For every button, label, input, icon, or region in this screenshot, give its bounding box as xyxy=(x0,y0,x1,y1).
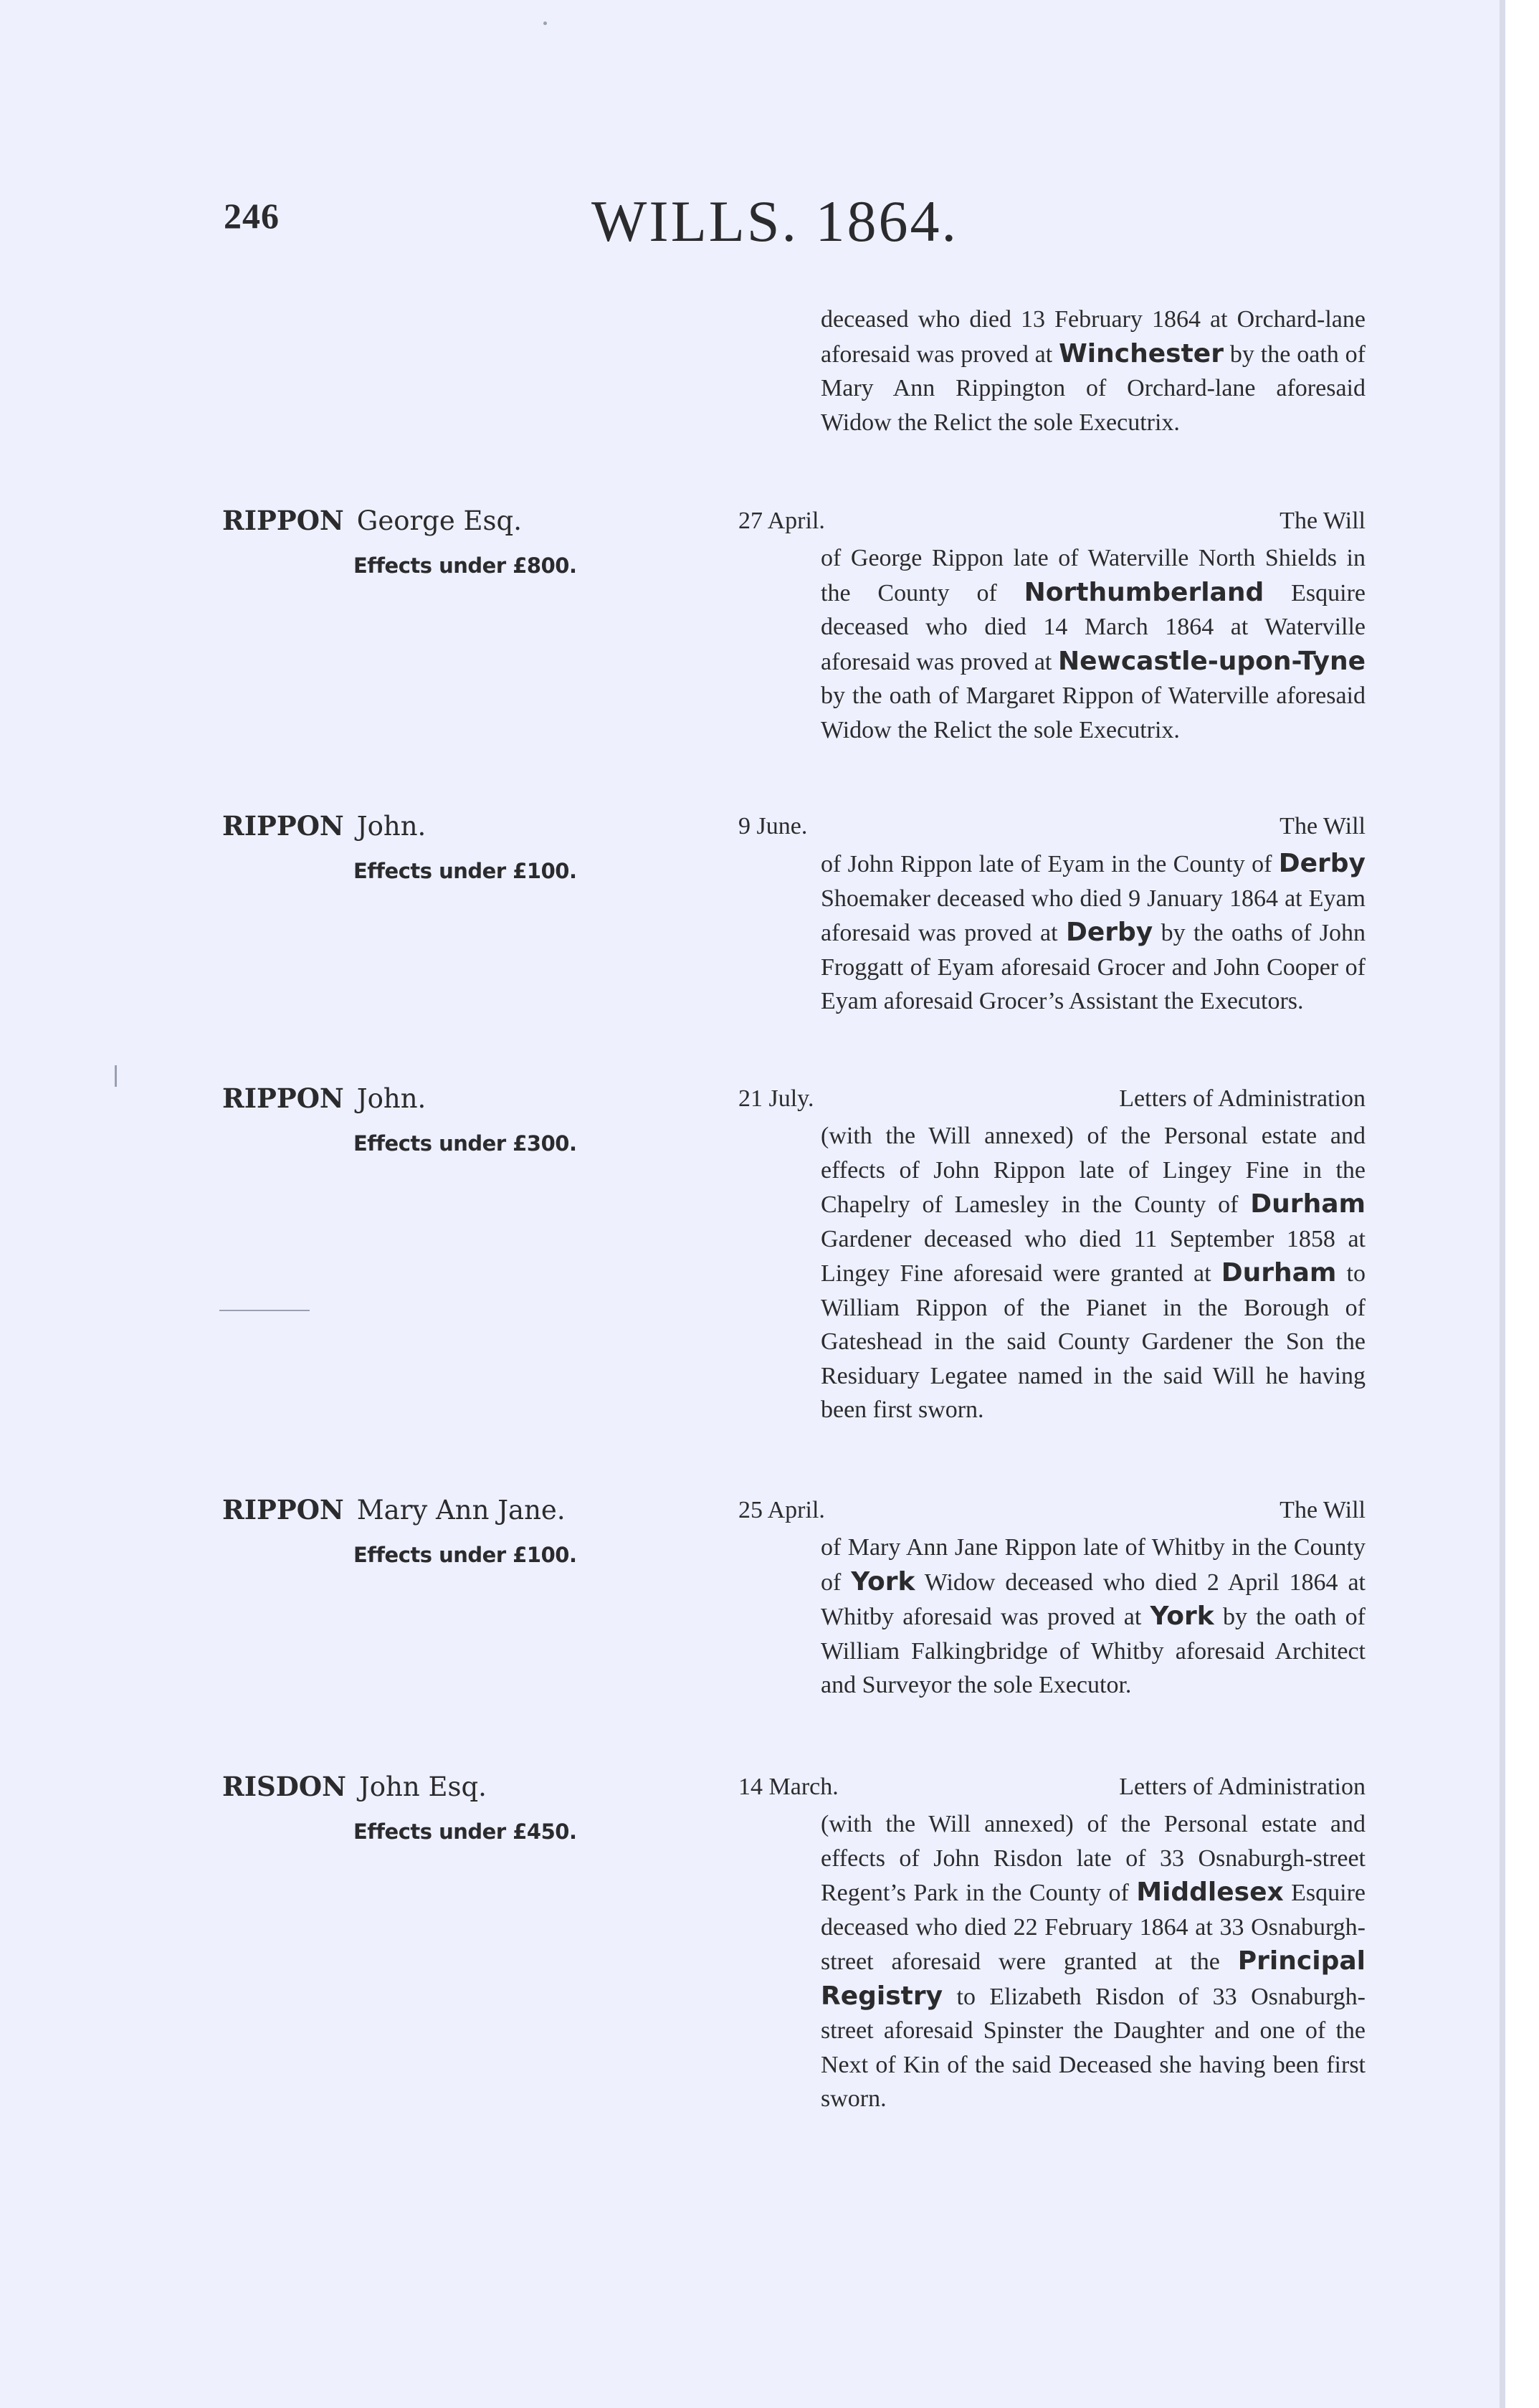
grant-type: Letters of Administration xyxy=(1119,1774,1366,1800)
grant-date: 9 June. xyxy=(738,813,808,839)
entry-text: of John Rippon late of Eyam in the County of Derby Shoemaker deceased who died 9 January 1864 at Eyam aforesaid was proved at Derby by the oaths of John Froggatt of Eyam aforesaid Grocer and John Cooper of Eyam aforesaid Grocer’s Assistant the Executors. xyxy=(821,849,1366,1014)
testator-given-name: John Esq. xyxy=(358,1771,487,1802)
testator-name xyxy=(222,505,522,536)
grant-date: 21 July. xyxy=(738,1085,814,1112)
grant-date: 25 April. xyxy=(738,1497,825,1523)
scan-mark xyxy=(115,1065,117,1087)
grant-type: Letters of Administration xyxy=(1119,1085,1366,1112)
effects-value: Effects under £450. xyxy=(353,1819,577,1844)
grant-type: The Will xyxy=(1280,813,1366,839)
testator-given-name: John. xyxy=(356,811,427,842)
testator-name xyxy=(222,810,426,842)
page-title: WILLS. 1864. xyxy=(591,189,958,254)
testator-surname: RIPPON xyxy=(222,1494,344,1526)
entry-text: (with the Will annexed) of the Personal estate and effects of John Rippon late of Lingey Fine in the Chapelry of Lamesley in the County of Durham Gardener deceased who died 11 September 1858 at Lingey Fine aforesaid were granted at Durham to William Rippon of the Pianet in the Borough of Gateshead in the said County Gardener the Son the Residuary Legatee named in the said Will he having been first sworn. xyxy=(821,1123,1366,1423)
entry-text: (with the Will annexed) of the Personal estate and effects of John Risdon late of 33 Osnaburgh-street Regent’s Park in the County of Middlesex Esquire deceased who died 22 February 1864 at 33 Osnaburgh-street aforesaid were granted at the Principal Registry to Elizabeth Risdon of 33 Osnaburgh-street aforesaid Spinster the Daughter and one of the Next of Kin of the said Deceased she having been first sworn. xyxy=(821,1811,1366,2112)
testator-surname: RIPPON xyxy=(222,505,344,536)
testator-given-name: George Esq. xyxy=(356,505,522,536)
grant-date: 14 March. xyxy=(738,1774,839,1800)
testator-surname: RISDON xyxy=(222,1771,346,1802)
testator-name xyxy=(222,1494,566,1526)
page-number: 246 xyxy=(224,196,280,236)
scan-mark xyxy=(543,22,547,25)
testator-surname: RIPPON xyxy=(222,810,344,842)
effects-value: Effects under £100. xyxy=(353,1543,577,1567)
grant-type: The Will xyxy=(1280,508,1366,534)
entry-text: of Mary Ann Jane Rippon late of Whitby in the County of York Widow deceased who died 2 April 1864 at Whitby aforesaid was proved at York by the oath of William Falkingbridge of Whitby aforesaid Architect and Surveyor the sole Executor. xyxy=(821,1534,1366,1698)
effects-value: Effects under £300. xyxy=(353,1131,577,1156)
effects-value: Effects under £100. xyxy=(353,859,577,883)
scan-mark xyxy=(219,1310,310,1311)
testator-name xyxy=(222,1771,487,1802)
testator-name xyxy=(222,1082,426,1114)
testator-given-name: Mary Ann Jane. xyxy=(356,1495,566,1526)
testator-surname: RIPPON xyxy=(222,1082,344,1114)
grant-type: The Will xyxy=(1280,1497,1366,1523)
testator-given-name: John. xyxy=(356,1083,427,1114)
grant-date: 27 April. xyxy=(738,508,825,534)
continuation-text: deceased who died 13 February 1864 at Orchard-lane aforesaid was proved at Winchester by the oath of Mary Ann Rippington of Orchard-lane aforesaid Widow the Relict the sole Executrix. xyxy=(821,306,1366,436)
effects-value: Effects under £800. xyxy=(353,553,577,578)
entry-text: of George Rippon late of Waterville North Shields in the County of Northumberland Esquire deceased who died 14 March 1864 at Waterville aforesaid was proved at Newcastle-upon-Tyne by the oath of Margaret Rippon of Waterville aforesaid Widow the Relict the sole Executrix. xyxy=(821,545,1366,743)
